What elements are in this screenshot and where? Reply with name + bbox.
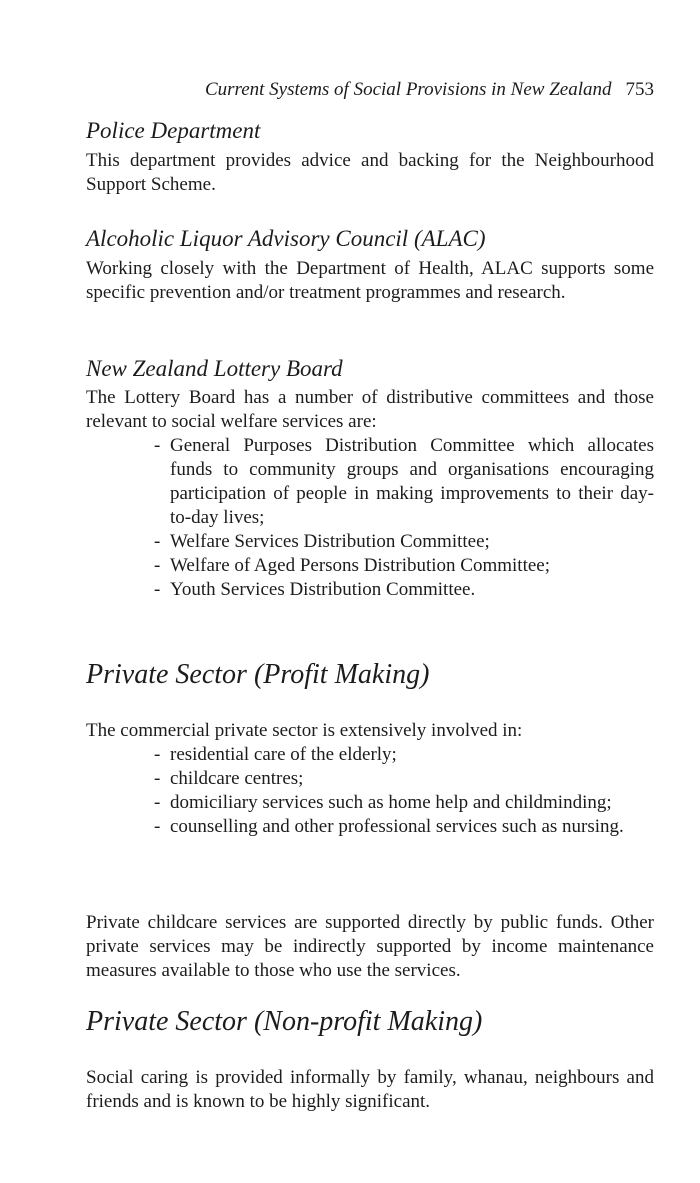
paragraph-lottery-intro: The Lottery Board has a number of distributive committees and those relevant to social welfare services are: (86, 387, 654, 432)
list-item-text: Welfare of Aged Persons Distribution Committee; (170, 555, 550, 576)
paragraph-private-profit-outro: Private childcare services are supported directly by public funds. Other private services may be indirectly supported by income maintenance measures available to those who use the services. (86, 912, 654, 981)
list-item-text: childcare centres; (170, 768, 304, 789)
paragraph-alac: Working closely with the Department of Health, ALAC supports some specific prevention and/or treatment programmes and research. (86, 258, 654, 303)
lottery-committee-list (154, 434, 654, 602)
list-item-text: counselling and other professional services such as nursing. (170, 816, 624, 837)
list-item-text: Youth Services Distribution Committee. (170, 579, 476, 600)
list-item-text: residential care of the elderly; (170, 744, 397, 765)
list-item: - counselling and other professional services such as nursing. (154, 816, 624, 837)
section-heading-alac: Alcoholic Liquor Advisory Council (ALAC) (86, 226, 486, 251)
list-item: - Youth Services Distribution Committee. (154, 579, 476, 600)
list-item-text: domiciliary services such as home help and childminding; (170, 792, 612, 813)
paragraph-private-profit-intro: The commercial private sector is extensively involved in: (86, 720, 523, 741)
private-profit-list (154, 743, 654, 839)
list-item: - General Purposes Distribution Committee which allocates funds to community groups and organisations encouraging participation of people in making improvements to their day-to-day lives; (154, 435, 654, 528)
paragraph-police: This department provides advice and backing for the Neighbourhood Support Scheme. (86, 150, 654, 195)
list-item: - childcare centres; (154, 768, 304, 789)
list-item: - residential care of the elderly; (154, 744, 397, 765)
list-item: - Welfare of Aged Persons Distribution Committee; (154, 555, 550, 576)
list-item: - domiciliary services such as home help and childminding; (154, 792, 612, 813)
list-item: - Welfare Services Distribution Committee; (154, 531, 490, 552)
section-heading-private-nonprofit: Private Sector (Non-profit Making) (86, 1006, 483, 1037)
running-head (86, 78, 654, 102)
list-item-text: General Purposes Distribution Committee which allocates funds to community groups and organisations encouraging participation of people in making improvements to their day-to-day lives; (170, 435, 654, 528)
page-number: 753 (625, 79, 654, 100)
section-heading-police: Police Department (86, 118, 261, 143)
list-item-text: Welfare Services Distribution Committee; (170, 531, 490, 552)
section-heading-private-profit: Private Sector (Profit Making) (86, 659, 430, 690)
section-heading-lottery: New Zealand Lottery Board (86, 356, 343, 381)
running-head-title: Current Systems of Social Provisions in New Zealand (204, 79, 612, 100)
paragraph-private-nonprofit: Social caring is provided informally by family, whanau, neighbours and friends and is known to be highly significant. (86, 1067, 654, 1112)
